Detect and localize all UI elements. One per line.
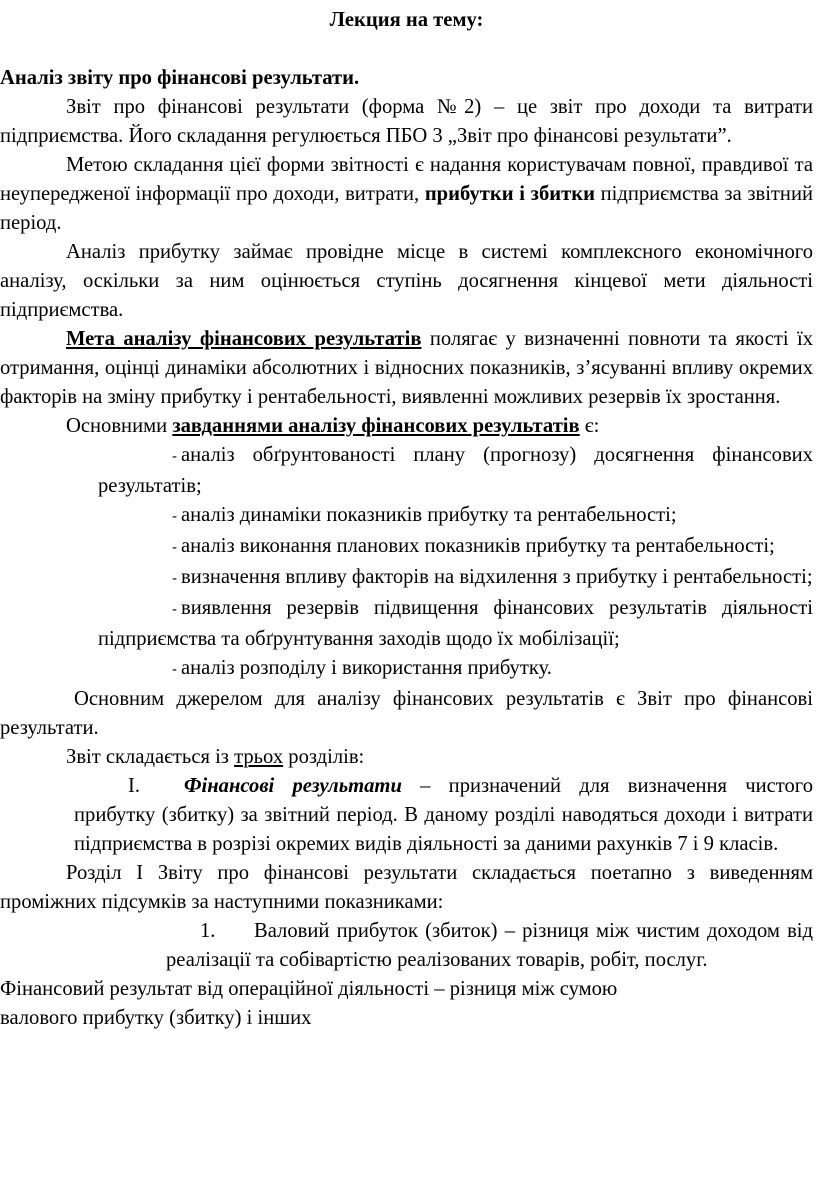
sections-text-after: розділів:: [283, 746, 365, 768]
tasks-intro-term: завданнями аналізу фінансових результатів: [172, 415, 580, 437]
section-one-item: [74, 772, 813, 859]
paragraph-purpose-of-form: [0, 151, 813, 238]
lecture-title: Лекция на тему:: [329, 9, 484, 31]
paragraph-report-sections: [0, 743, 813, 772]
paragraph-report-definition: Звіт про фінансові результати (форма №2) – це звіт про доходи та витрати підприємства. Його складання регулюється ПБО 3 „Звіт про фінансові результати”.: [0, 96, 813, 147]
dash-bullet-icon: -: [172, 662, 178, 678]
paragraph-section-one-structure: Розділ I Звіту про фінансові результати складається поетапно з виведенням проміжних підсумків за наступними показниками:: [0, 862, 813, 913]
section-heading: Аналіз звіту про фінансові результати.: [0, 67, 360, 89]
tasks-intro-before: Основними: [66, 415, 173, 437]
sections-text-before: Звіт складається із: [66, 746, 235, 768]
item-text: Валовий прибуток (збиток) – різниця між чистим доходом від реалізації та собівартістю реалізованих товарів, робіт, послуг.: [166, 920, 813, 971]
list-item: - виявлення резервів підвищення фінансових результатів діяльності підприємства та обґрунтування заходів щодо їх мобілізації;: [98, 597, 813, 650]
list-item: - аналіз обґрунтованості плану (прогнозу) досягнення фінансових результатів;: [98, 444, 813, 497]
indicator-item-gross-profit: [166, 917, 813, 975]
analysis-goal-term: Мета аналізу фінансових результатів: [66, 328, 422, 350]
paragraph-main-source: Основним джерелом для аналізу фінансових результатів є Звіт про фінансові результати.: [0, 688, 813, 739]
item-number: 1.: [200, 920, 216, 942]
document-page: [0, 6, 813, 1033]
paragraph-analysis-goal: [0, 325, 813, 412]
operating-result-line-1: Фінансовий результат від операційної діяльності – різниця між сумою: [0, 978, 618, 1000]
dash-bullet-icon: -: [172, 602, 178, 618]
roman-numeral: I.: [128, 775, 141, 797]
dash-bullet-icon: -: [172, 509, 178, 525]
operating-result-line-2: валового прибутку (збитку) і інших: [0, 1007, 312, 1029]
section-one-title: Фінансові результати: [184, 775, 402, 797]
paragraph-profit-analysis: Аналіз прибутку займає провідне місце в системі комплексного економічного аналізу, оскільки за ним оцінюється ступінь досягнення кінцевої мети діяльності підприємства.: [0, 241, 813, 321]
tasks-intro-after: є:: [579, 415, 600, 437]
list-item: - аналіз виконання планових показників прибутку та рентабельності;: [98, 532, 813, 563]
dash-bullet-icon: -: [172, 449, 178, 465]
purpose-text-before: Метою складання цієї форми звітності є надання користувачам повної, правдивої та неупередженої інформації про доходи, витрати,: [0, 154, 813, 205]
dash-bullet-icon: -: [172, 571, 178, 587]
paragraph-operating-result: [0, 975, 813, 1033]
list-item: - аналіз розподілу і використання прибутку.: [98, 654, 813, 685]
sections-count: трьох: [234, 746, 284, 768]
list-item: - визначення впливу факторів на відхилення з прибутку і рентабельності;: [98, 563, 813, 594]
purpose-text-after: підприємства за звітний період.: [0, 183, 813, 234]
analysis-goal-text: полягає у визначенні повноти та якості їх отримання, оцінці динаміки абсолютних і відносних показників, з’ясуванні впливу окремих факторів на зміну прибутку і рентабельності, виявленні можливих резервів їх зростання.: [0, 328, 814, 408]
dash-bullet-icon: -: [172, 540, 178, 556]
paragraph-tasks-intro: [0, 412, 813, 441]
purpose-bold-terms: прибутки і збитки: [424, 183, 595, 205]
tasks-list: [0, 441, 813, 685]
list-item: - аналіз динаміки показників прибутку та рентабельності;: [98, 501, 813, 532]
section-one-text: – призначений для визначення чистого прибутку (збитку) за звітний період. В даному розділі наводяться доходи і витрати підприємства в розрізі окремих видів діяльності за даними рахунків 7 і 9 класів.: [74, 775, 814, 855]
